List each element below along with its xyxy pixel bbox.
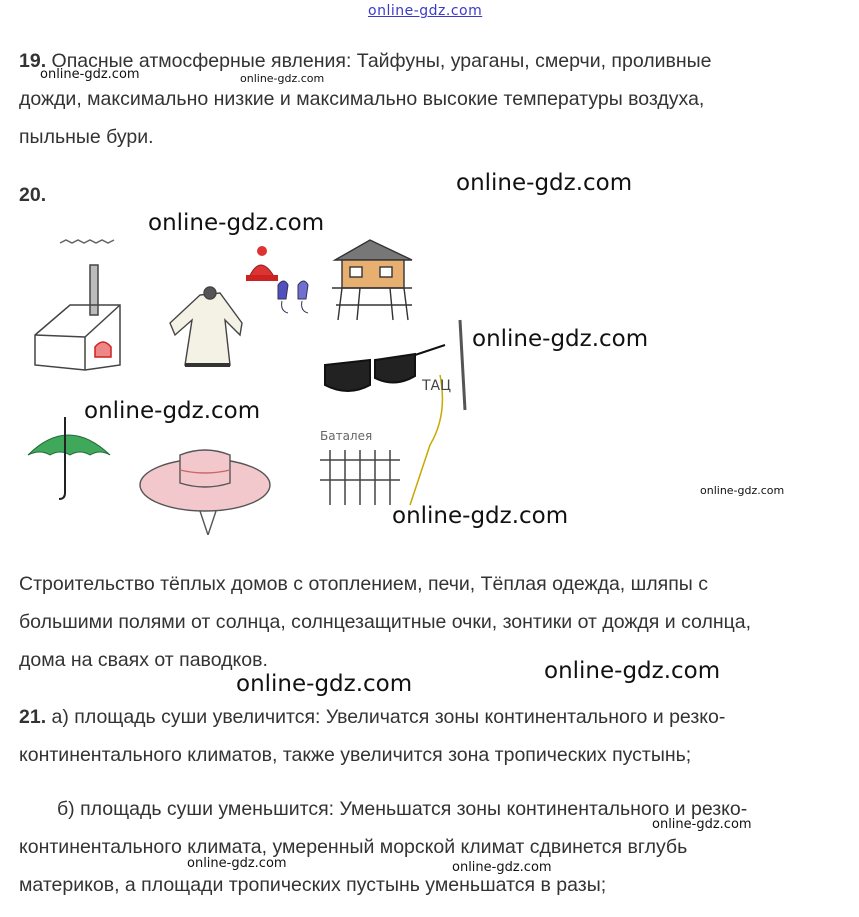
watermark: online-gdz.com bbox=[544, 658, 721, 684]
answer-line: дожди, максимально низкие и максимально высокие температуры воздуха, bbox=[19, 88, 705, 110]
watermark: online-gdz.com bbox=[187, 856, 287, 871]
answer-line: а) площадь суши увеличится: Увеличатся зоны континентального и резко- bbox=[51, 706, 726, 728]
watermark: online-gdz.com bbox=[456, 170, 633, 196]
sun-hat-icon bbox=[140, 450, 270, 535]
watermark: online-gdz.com bbox=[236, 671, 413, 697]
question-number: 21. bbox=[19, 706, 47, 728]
watermark: online-gdz.com bbox=[40, 67, 140, 82]
answer-line: б) площадь суши уменьшится: Уменьшатся зоны континентального и резко- bbox=[57, 798, 748, 820]
signpost-icon bbox=[320, 320, 465, 505]
answer-line: Строительство тёплых домов с отоплением, печи, Тёплая одежда, шляпы с bbox=[19, 573, 708, 595]
answer-line: дома на сваях от паводков. bbox=[19, 649, 268, 671]
watermark: online-gdz.com bbox=[452, 860, 552, 875]
question-number: 19. bbox=[19, 50, 47, 72]
stilt-house-icon bbox=[332, 240, 412, 320]
watermark: online-gdz.com bbox=[84, 398, 261, 424]
watermark: online-gdz.com bbox=[240, 72, 325, 85]
answer-line: большими полями от солнца, солнцезащитные очки, зонтики от дождя и солнца, bbox=[19, 611, 752, 633]
question-21-b bbox=[19, 790, 849, 904]
answer-line: Опасные атмосферные явления: Тайфуны, ураганы, смерчи, проливные bbox=[51, 50, 712, 72]
mittens-icon bbox=[278, 281, 308, 313]
watermark: online-gdz.com bbox=[148, 210, 325, 236]
question-number: 20. bbox=[19, 184, 47, 206]
answer-line: континентального климата, умеренный морской климат сдвинется вглубь bbox=[19, 836, 688, 858]
umbrella-icon bbox=[28, 417, 110, 499]
question-20 bbox=[19, 176, 849, 214]
sign-label: ТАЦ bbox=[422, 378, 451, 394]
sign-label: Баталея bbox=[320, 429, 373, 443]
question-19 bbox=[19, 42, 849, 156]
answer-line: континентального климатов, также увеличится зона тропических пустынь; bbox=[19, 744, 692, 766]
watermark: online-gdz.com bbox=[652, 817, 752, 832]
watermark: online-gdz.com bbox=[472, 326, 649, 352]
question-21 bbox=[19, 698, 849, 774]
answer-line: материков, а площади тропических пустынь уменьшатся в разы; bbox=[19, 874, 607, 896]
stove-icon bbox=[35, 240, 120, 370]
watermark: online-gdz.com bbox=[392, 503, 569, 529]
winter-hat-icon bbox=[246, 246, 278, 281]
hand-drawing bbox=[20, 225, 490, 535]
watermark: online-gdz.com bbox=[700, 484, 785, 497]
question-20-answer bbox=[19, 565, 849, 679]
coat-icon bbox=[170, 287, 242, 365]
answer-line: пыльные бури. bbox=[19, 126, 154, 148]
site-watermark-top: online-gdz.com bbox=[368, 3, 483, 19]
fence-icon bbox=[320, 450, 400, 505]
